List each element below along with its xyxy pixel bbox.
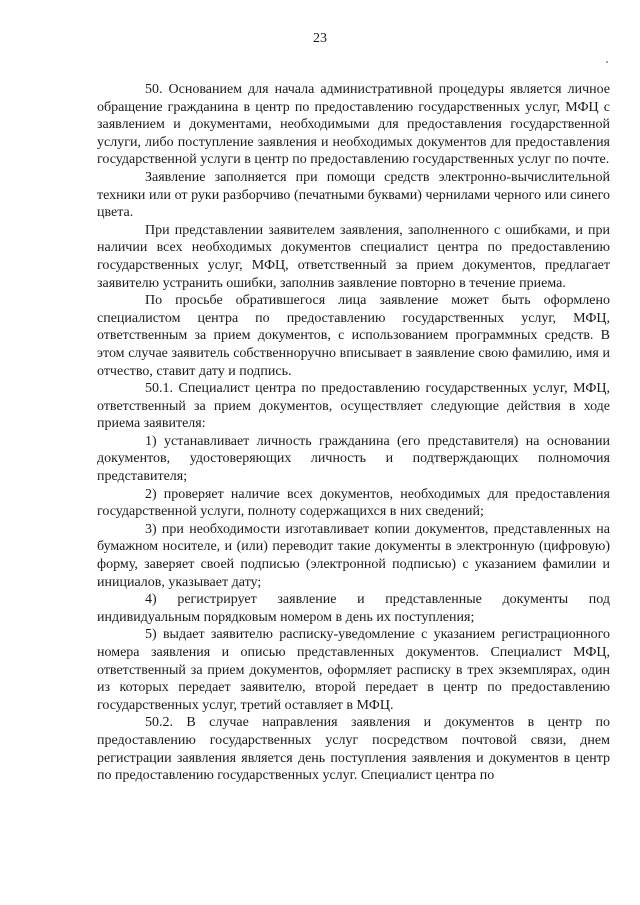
document-body <box>97 81 610 785</box>
list-item-5: 5) выдает заявителю расписку-уведомление с указанием регистрационного номера заявления и описью представленных документов. Специалист МФЦ, ответственный за прием документов, оформляет расписку в трех экземплярах, один из которых передает заявителю, второй передает в центр по предоставлению государственных услуг, третий оставляет в МФЦ. <box>97 627 610 713</box>
paragraph-errors: При представлении заявителем заявления, заполненного с ошибками, и при наличии всех необходимых документов специалист центра по предоставлению государственных услуг, МФЦ, ответственный за прием документов, предлагает заявителю устранить ошибки, заполнив заявление повторно в течение приема. <box>97 222 610 291</box>
paragraph-request: По просьбе обратившегося лица заявление может быть оформлено специалистом центра по предоставлению государственных услуг, МФЦ, ответственным за прием документов, с использованием программных средств. В этом случае заявитель собственноручно вписывает в заявление свою фамилию, имя и отчество, ставит дату и подпись. <box>97 293 610 379</box>
paragraph-50-1: 50.1. Специалист центра по предоставлению государственных услуг, МФЦ, ответственный за прием документов, осуществляет следующие действия в ходе приема заявителя: <box>97 381 610 432</box>
list-item-3: 3) при необходимости изготавливает копии документов, представленных на бумажном носителе, и (или) переводит такие документы в электронную (цифровую) форму, заверяет своей подписью (электронной подписью) с указанием фамилии и инициалов, указывает дату; <box>97 521 610 590</box>
scan-artifact <box>606 61 608 63</box>
paragraph-50: 50. Основанием для начала административной процедуры является личное обращение гражданина в центр по предоставлению государственных услуг, МФЦ с заявлением и документами, необходимыми для предоставления государственной услуги, либо поступление заявления и необходимых документов для предоставления государственной услуги в центр по предоставлению государственных услуг по почте. <box>97 82 610 168</box>
list-item-4: 4) регистрирует заявление и представленные документы под индивидуальным порядковым номером в день их поступления; <box>97 592 610 625</box>
list-item-1: 1) устанавливает личность гражданина (его представителя) на основании документов, удостоверяющих личность и подтверждающих полномочия представителя; <box>97 433 610 485</box>
paragraph-50-2: 50.2. В случае направления заявления и документов в центр по предоставлению государственных услуг посредством почтовой связи, днем регистрации заявления является день поступления заявления и документов в центр по предоставлению государственных услуг. Специалист центра по <box>97 715 610 784</box>
list-item-2: 2) проверяет наличие всех документов, необходимых для предоставления государственной услуги, полноту содержащихся в них сведений; <box>97 486 610 520</box>
page-number: 23 <box>313 31 327 46</box>
paragraph-application-filling: Заявление заполняется при помощи средств электронно-вычислительной техники или от руки разборчиво (печатными буквами) чернилами черного или синего цвета. <box>97 169 610 221</box>
